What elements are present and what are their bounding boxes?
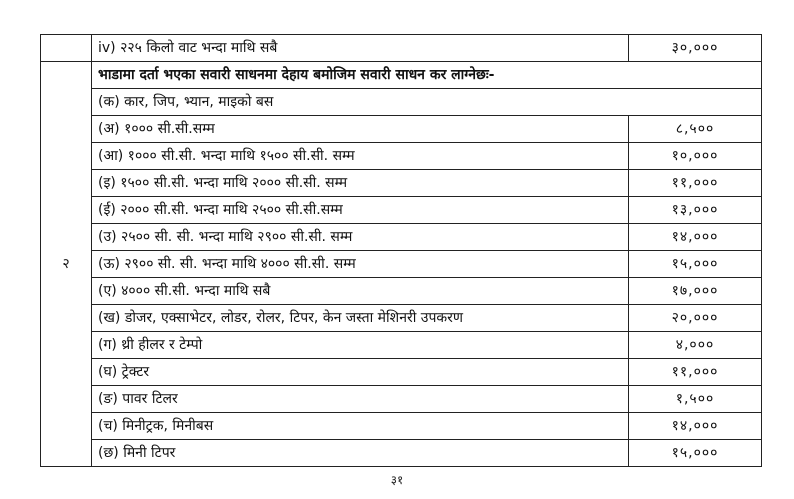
row-amount: १०,००० bbox=[629, 143, 762, 170]
row-amount: १५,००० bbox=[629, 440, 762, 467]
table-row bbox=[41, 62, 762, 89]
table-row bbox=[41, 359, 762, 386]
section-heading: भाडामा दर्ता भएका सवारी साधनमा देहाय बमोजिम सवारी साधन कर लाग्नेछः- bbox=[92, 62, 762, 89]
table-row bbox=[41, 305, 762, 332]
row-amount: ८,५०० bbox=[629, 116, 762, 143]
table-row bbox=[41, 170, 762, 197]
row-amount: १,५०० bbox=[629, 386, 762, 413]
row-label: (ई) २००० सी.सी. भन्दा माथि २५०० सी.सी.सम्म bbox=[92, 197, 629, 224]
table-row bbox=[41, 440, 762, 467]
row-amount: १४,००० bbox=[629, 224, 762, 251]
row-label: (घ) ट्रेक्टर bbox=[92, 359, 629, 386]
table-row bbox=[41, 251, 762, 278]
row-amount: १७,००० bbox=[629, 278, 762, 305]
table-row bbox=[41, 89, 762, 116]
row-label: (ए) ४००० सी.सी. भन्दा माथि सबै bbox=[92, 278, 629, 305]
table-row bbox=[41, 386, 762, 413]
table-row bbox=[41, 116, 762, 143]
row-label: (उ) २५०० सी. सी. भन्दा माथि २९०० सी.सी. सम्म bbox=[92, 224, 629, 251]
row-amount: १३,००० bbox=[629, 197, 762, 224]
table-row bbox=[41, 197, 762, 224]
row-label: iv) २२५ किलो वाट भन्दा माथि सबै bbox=[92, 35, 629, 62]
table-row bbox=[41, 278, 762, 305]
table-row bbox=[41, 413, 762, 440]
row-amount: ११,००० bbox=[629, 170, 762, 197]
row-amount: १५,००० bbox=[629, 251, 762, 278]
row-amount: ४,००० bbox=[629, 332, 762, 359]
row-label: (ग) थ्री हीलर र टेम्पो bbox=[92, 332, 629, 359]
serial-number: २ bbox=[41, 62, 92, 467]
serial-cell bbox=[41, 35, 92, 62]
row-amount: ११,००० bbox=[629, 359, 762, 386]
table-row bbox=[41, 143, 762, 170]
vehicle-tax-table bbox=[40, 34, 762, 467]
page-number: ३१ bbox=[390, 473, 404, 487]
row-label: (च) मिनीट्रक, मिनीबस bbox=[92, 413, 629, 440]
category-label: (क) कार, जिप, भ्यान, माइको बस bbox=[92, 89, 762, 116]
row-amount: ३०,००० bbox=[629, 35, 762, 62]
row-label: (छ) मिनी टिपर bbox=[92, 440, 629, 467]
table-row bbox=[41, 224, 762, 251]
row-label: (ख) डोजर, एक्साभेटर, लोडर, रोलर, टिपर, केन जस्ता मेशिनरी उपकरण bbox=[92, 305, 629, 332]
table-row bbox=[41, 332, 762, 359]
row-label: (ऊ) २९०० सी. सी. भन्दा माथि ४००० सी.सी. सम्म bbox=[92, 251, 629, 278]
row-label: (इ) १५०० सी.सी. भन्दा माथि २००० सी.सी. सम्म bbox=[92, 170, 629, 197]
row-amount: १४,००० bbox=[629, 413, 762, 440]
table-row bbox=[41, 35, 762, 62]
row-label: (आ) १००० सी.सी. भन्दा माथि १५०० सी.सी. सम्म bbox=[92, 143, 629, 170]
row-label: (अ) १००० सी.सी.सम्म bbox=[92, 116, 629, 143]
row-label: (ङ) पावर टिलर bbox=[92, 386, 629, 413]
row-amount: २०,००० bbox=[629, 305, 762, 332]
